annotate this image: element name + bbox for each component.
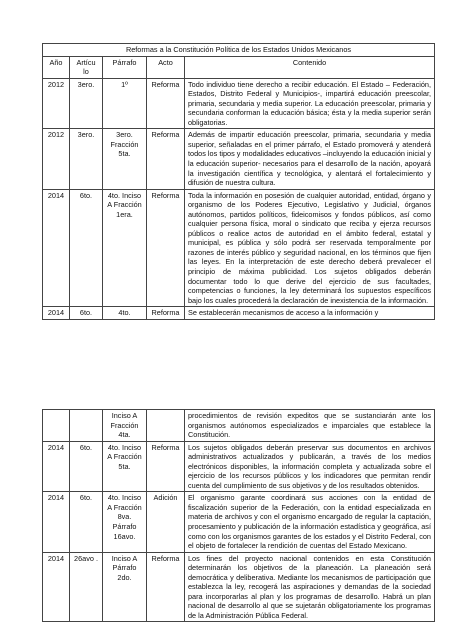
cell-ano: [43, 410, 70, 442]
table-row: [43, 552, 435, 622]
table-title: Reformas a la Constitución Política de los Estados Unidos Mexicanos: [43, 44, 435, 57]
cell-acto: Reforma: [147, 307, 185, 320]
table-row: [43, 189, 435, 307]
cell-acto: Adición: [147, 492, 185, 552]
cell-parrafo: Inciso A Párrafo 2do.: [103, 552, 147, 622]
cell-acto: [147, 410, 185, 442]
table-row: [43, 129, 435, 189]
cell-contenido: Toda la información en posesión de cualquier autoridad, entidad, órgano y organismo de los Poderes Ejecutivo, Legislativo y Judicial, órganos autónomos, partidos políticos, fideicomisos y fondos públicos, así como cualquier persona física, moral o sindicato que reciba y ejerza recursos públicos o realice actos de autoridad en el ámbito federal, estatal y municipal, es pública y sólo podrá ser reservada temporalmente por razones de interés público y seguridad nacional, en los términos que fijen las leyes. En la interpretación de este derecho deberá prevalecer el principio de máxima publicidad. Los sujetos obligados deberán documentar todo lo que derive del ejercicio de sus facultades, competencias o funciones, la ley determinará los supuestos específicos bajo los cuales procederá la declaración de inexistencia de la información.: [185, 189, 435, 307]
cell-acto: Reforma: [147, 78, 185, 129]
cell-articulo: 6to.: [70, 189, 103, 307]
cell-parrafo: Inciso A Fracción 4ta.: [103, 410, 147, 442]
cell-contenido: Además de impartir educación preescolar, primaria, secundaria y media superior, señaladas en el primer párrafo, el Estado promoverá y atenderá todos los tipos y modalidades educativos –incluyendo la educación inicial y la educación superior- necesarios para el desarrollo de la nación, apoyará la investigación científica y tecnológica, y alentará el fortalecimiento y difusión de nuestra cultura.: [185, 129, 435, 189]
cell-ano: 2014: [43, 492, 70, 552]
cell-contenido: El organismo garante coordinará sus acciones con la entidad de fiscalización superior de la Federación, con la entidad especializada en materia de archivos y con el organismo encargado de regular la captación, procesamiento y publicación de la información estadística y geográfica, así como con los organismos garantes de los estados y el Distrito Federal, con el objeto de fortalecer la rendición de cuentas del Estado Mexicano.: [185, 492, 435, 552]
cell-articulo: 3ero.: [70, 78, 103, 129]
cell-articulo: 6to.: [70, 441, 103, 492]
reforms-table-top: [42, 43, 435, 320]
cell-ano: 2014: [43, 552, 70, 622]
header-acto: Acto: [147, 56, 185, 78]
cell-articulo: 6to.: [70, 307, 103, 320]
table-row: [43, 441, 435, 492]
table-row: [43, 410, 435, 442]
cell-contenido: Los sujetos obligados deberán preservar sus documentos en archivos administrativos actualizados y publicarán, a través de los medios electrónicos disponibles, la información completa y actualizada sobre el ejercicio de los recursos públicos y los indicadores que permitan rendir cuenta del cumplimiento de sus objetivos y de los resultados obtenidos.: [185, 441, 435, 492]
cell-articulo: 3ero.: [70, 129, 103, 189]
cell-articulo: [70, 410, 103, 442]
cell-acto: Reforma: [147, 552, 185, 622]
cell-articulo: 26avo .: [70, 552, 103, 622]
header-articulo: Artícu lo: [70, 56, 103, 78]
cell-ano: 2014: [43, 441, 70, 492]
reforms-table-continued: [42, 409, 435, 622]
cell-contenido: Se establecerán mecanismos de acceso a la información y: [185, 307, 435, 320]
cell-contenido: procedimientos de revisión expeditos que se sustanciarán ante los organismos autónomos especializados e imparciales que establece la Constitución.: [185, 410, 435, 442]
header-parrafo: Párrafo: [103, 56, 147, 78]
cell-ano: 2014: [43, 307, 70, 320]
cell-acto: Reforma: [147, 129, 185, 189]
cell-ano: 2014: [43, 189, 70, 307]
table-row: [43, 492, 435, 552]
cell-contenido: Todo individuo tiene derecho a recibir educación. El Estado – Federación, Estados, Distrito Federal y Municipios-, impartirá educación preescolar, primaria, secundaria y media superior. La educación preescolar, primaria y secundaria conforman la educación básica; ésta y la media superior serán obligatorias.: [185, 78, 435, 129]
table-row: [43, 78, 435, 129]
cell-articulo: 6to.: [70, 492, 103, 552]
cell-parrafo: 4to. Inciso A Fracción 1era.: [103, 189, 147, 307]
cell-ano: 2012: [43, 129, 70, 189]
header-contenido: Contenido: [185, 56, 435, 78]
header-ano: Año: [43, 56, 70, 78]
cell-ano: 2012: [43, 78, 70, 129]
table-row: [43, 307, 435, 320]
cell-acto: Reforma: [147, 441, 185, 492]
cell-parrafo: 1º: [103, 78, 147, 129]
cell-parrafo: 4to.: [103, 307, 147, 320]
cell-parrafo: 4to. Inciso A Fracción 5ta.: [103, 441, 147, 492]
cell-parrafo: 3ero. Fracción 5ta.: [103, 129, 147, 189]
cell-contenido: Los fines del proyecto nacional contenidos en esta Constitución determinarán los objetivos de la planeación. La planeación será democrática y deliberativa. Mediante los mecanismos de participación que establezca la ley, recogerá las aspiraciones y demandas de la sociedad para incorporarlas al plan y los programas de desarrollo. Habrá un plan nacional de desarrollo al que se sujetarán obligatoriamente los programas de la Administración Pública Federal.: [185, 552, 435, 622]
cell-acto: Reforma: [147, 189, 185, 307]
cell-parrafo: 4to. Inciso A Fracción 8va. Párrafo 16avo.: [103, 492, 147, 552]
